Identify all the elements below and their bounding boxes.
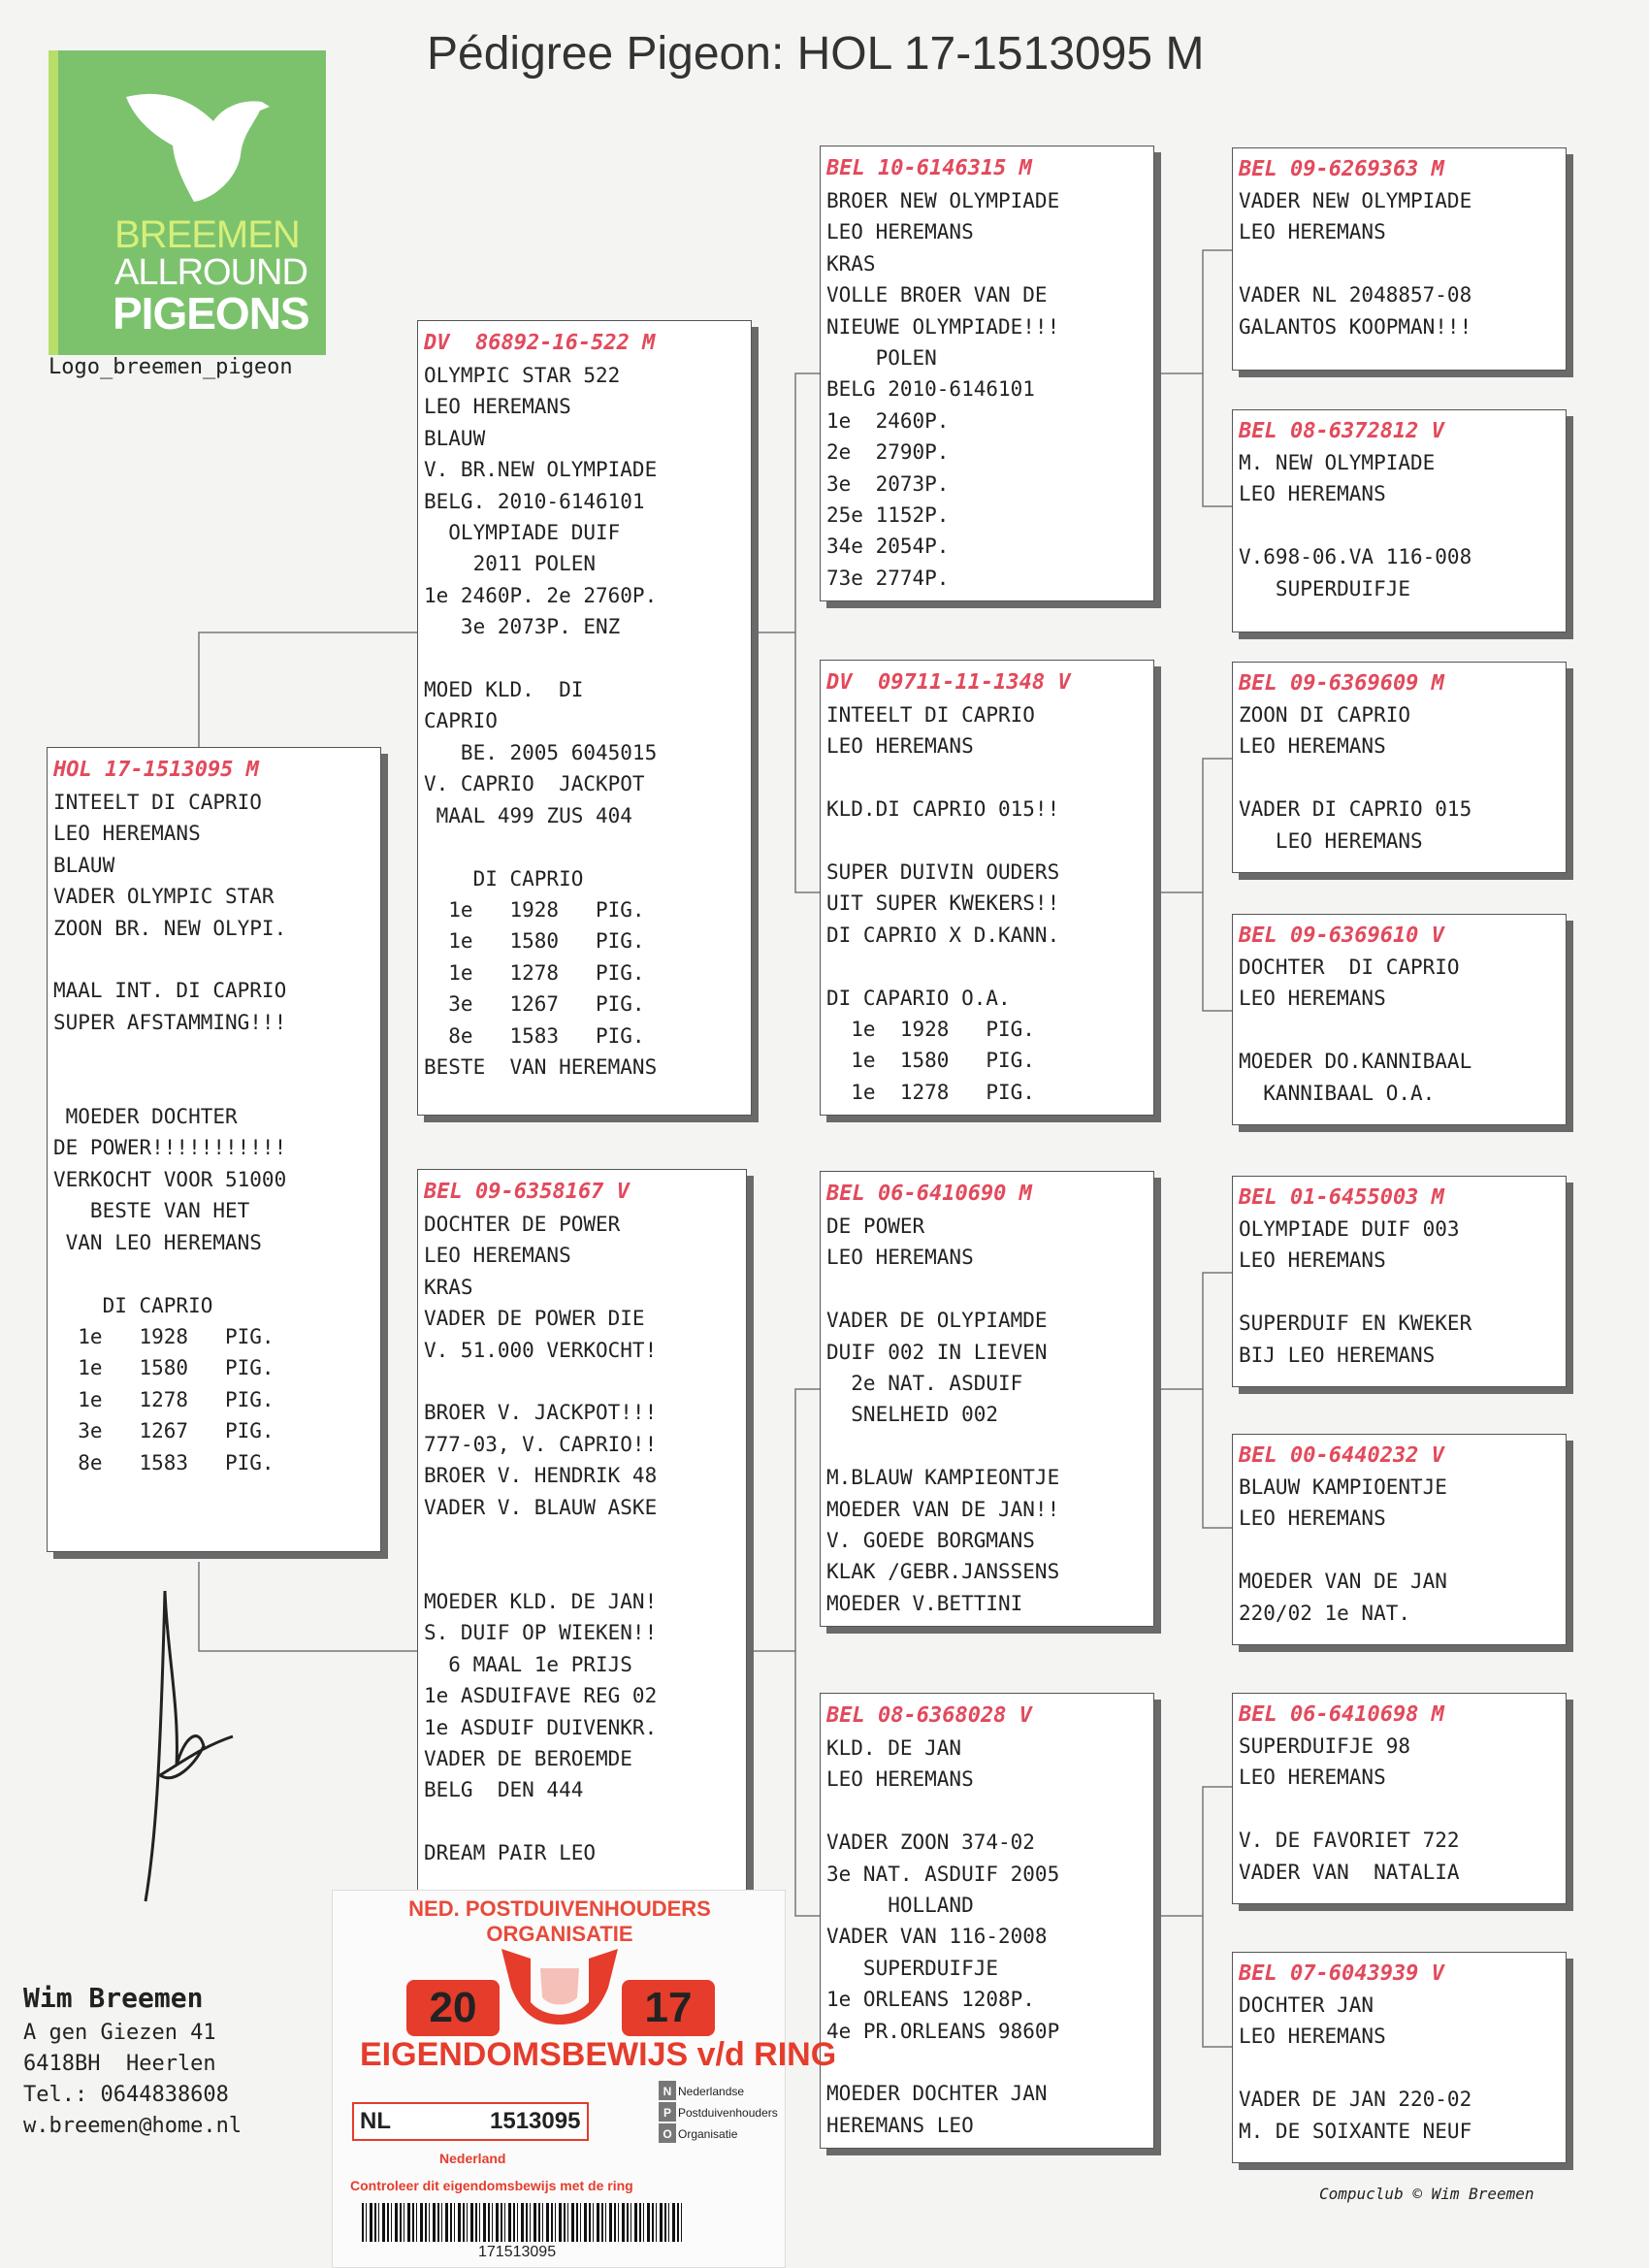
box-line: 1e 1928 PIG. (424, 897, 645, 922)
ownership-card (332, 1890, 837, 2268)
page-title: Pédigree Pigeon: HOL 17-1513095 M (427, 28, 1205, 80)
box-line: 25e 1152P. (826, 503, 950, 528)
box-line (424, 1366, 740, 1397)
box-text (424, 1209, 740, 1869)
box-line: KRAS (826, 251, 876, 275)
box-line: M. DE SOIXANTE NEUF (1239, 2119, 1472, 2143)
box-line: MOEDER DOCHTER (53, 1105, 238, 1129)
box-line: 2e 2790P. (826, 440, 950, 465)
box-line: MOEDER DOCHTER JAN (826, 2082, 1048, 2106)
box-line: BELG DEN 444 (424, 1778, 584, 1802)
box-line: V. GOEDE BORGMANS (826, 1529, 1035, 1553)
box-line: 8e 1583 PIG. (53, 1450, 275, 1474)
ring-number: BEL 06-6410698 M (1239, 1702, 1444, 1727)
owner-address-2: 6418BH Heerlen (23, 2052, 216, 2076)
box-text (1239, 447, 1560, 604)
ring-number: BEL 01-6455003 M (1239, 1185, 1444, 1210)
box-line (424, 1554, 740, 1585)
box-line: LEO HEREMANS (1239, 2025, 1386, 2049)
pedigree-box-ssd (1232, 409, 1567, 632)
box-line: 1e 1928 PIG. (826, 1018, 1035, 1042)
box-line: VADER V. BLAUW ASKE (424, 1495, 658, 1519)
box-text (53, 787, 374, 1478)
box-line: DI CAPARIO O.A. (826, 986, 1011, 1010)
box-line: HOLLAND (826, 1894, 974, 1918)
box-line: 3e 2073P. ENZ (424, 615, 621, 639)
pedigree-box-dds (1232, 1693, 1567, 1904)
pedigree-box-dam-dam (820, 1693, 1154, 2149)
box-line (826, 762, 1148, 794)
box-line: LEO HEREMANS (1239, 828, 1423, 853)
barcode-number: 171513095 (478, 2244, 557, 2260)
logo-caption: Logo_breemen_pigeon (48, 355, 293, 379)
box-line: LEO HEREMANS (53, 822, 201, 846)
box-line: DI CAPRIO X D.KANN. (826, 923, 1060, 947)
ring-number: BEL 10-6146315 M (826, 156, 1032, 180)
box-text (1239, 1472, 1560, 1629)
box-line: VADER NEW OLYMPIADE (1239, 189, 1472, 212)
box-line: GALANTOS KOOPMAN!!! (1239, 314, 1472, 339)
signature (146, 1591, 233, 1901)
box-line (1239, 248, 1560, 279)
box-line: 73e 2774P. (826, 566, 950, 590)
box-line (1239, 1015, 1560, 1046)
box-line: LEO HEREMANS (1239, 1507, 1386, 1531)
box-line (53, 1038, 374, 1069)
box-line: BELG. 2010-6146101 (424, 489, 645, 513)
box-line: 2e NAT. ASDUIF (826, 1372, 1023, 1396)
box-line: 3e 1267 PIG. (424, 992, 645, 1017)
box-line: VADER VAN 116-2008 (826, 1925, 1048, 1949)
box-line: LEO HEREMANS (1239, 482, 1386, 506)
card-org: NED. POSTDUIVENHOUDERS ORGANISATIE (408, 1896, 711, 1946)
ring-number: BEL 08-6372812 V (1239, 419, 1444, 443)
box-line: POLEN (826, 346, 937, 371)
owner-email: w.breemen@home.nl (23, 2114, 242, 2138)
box-line: CAPRIO (424, 709, 498, 733)
box-line: 1e 2460P. 2e 2760P. (424, 583, 658, 607)
logo-line-2: ALLROUND (114, 252, 307, 293)
box-line: SUPER AFSTAMMING!!! (53, 1010, 287, 1034)
box-line: INTEELT DI CAPRIO (53, 791, 262, 814)
box-line (826, 1431, 1148, 1462)
box-line: MOEDER DO.KANNIBAAL (1239, 1050, 1472, 1074)
box-line: 1e 2460P. (826, 408, 950, 433)
box-line: VADER ZOON 374-02 (826, 1831, 1035, 1855)
box-line: MOED KLD. DI (424, 678, 584, 702)
card-title: EIGENDOMSBEWIJS v/d RING (360, 2036, 837, 2073)
box-line: DREAM PAIR LEO (424, 1841, 597, 1865)
box-line: S. DUIF OP WIEKEN!! (424, 1621, 658, 1645)
box-text (1239, 952, 1560, 1109)
logo-line-3: PIGEONS (113, 288, 309, 339)
ring-number-value: 1513095 (490, 2108, 581, 2134)
box-line: MAAL INT. DI CAPRIO (53, 979, 287, 1003)
box-line: 8e 1583 PIG. (424, 1023, 645, 1048)
box-line: 220/02 1e NAT. (1239, 1601, 1411, 1625)
box-line: OLYMPIC STAR 522 (424, 364, 621, 387)
card-year-right: 17 (622, 1980, 715, 2036)
box-line: M. NEW OLYMPIADE (1239, 451, 1436, 474)
box-line: SUPERDUIFJE (1239, 576, 1411, 600)
box-line: M.BLAUW KAMPIEONTJE (826, 1466, 1060, 1490)
box-line (53, 944, 374, 975)
box-text (1239, 1990, 1560, 2147)
box-line: 1e 1278 PIG. (826, 1080, 1035, 1104)
pedigree-box-dsd (1232, 1434, 1567, 1645)
box-line: VADER DE JAN 220-02 (1239, 2088, 1472, 2112)
card-nederland: Nederland (439, 2151, 506, 2166)
ring-field (352, 2102, 589, 2141)
box-line: DE POWER (826, 1215, 925, 1238)
owner-address-1: A gen Giezen 41 (23, 2021, 216, 2045)
box-line: MOEDER V.BETTINI (826, 1591, 1023, 1615)
box-line: VADER DE POWER DIE (424, 1307, 645, 1331)
box-line: MOEDER VAN DE JAN!! (826, 1497, 1060, 1521)
pedigree-box-dam-sire (820, 1171, 1154, 1627)
box-line (1239, 1794, 1560, 1825)
box-line: DUIF 002 IN LIEVEN (826, 1340, 1048, 1364)
pedigree-box-sire-sire (820, 146, 1154, 601)
ring-number: BEL 09-6269363 M (1239, 157, 1444, 181)
ring-number: BEL 08-6368028 V (826, 1703, 1032, 1728)
box-line: SUPERDUIF EN KWEKER (1239, 1312, 1472, 1336)
box-line: BESTE VAN HET (53, 1199, 250, 1223)
ring-number: BEL 00-6440232 V (1239, 1443, 1444, 1468)
box-line: OLYMPIADE DUIF (424, 521, 621, 545)
owner-info (23, 1979, 242, 2142)
card-control-text: Controleer dit eigendomsbewijs met de ring (350, 2178, 633, 2193)
box-line: DI CAPRIO (53, 1293, 213, 1317)
pedigree-box-sdd (1232, 914, 1567, 1125)
box-line: 1e 1928 PIG. (53, 1324, 275, 1348)
box-line: BE. 2005 6045015 (424, 740, 658, 764)
box-line: LEO HEREMANS (1239, 1248, 1386, 1273)
box-line: LEO HEREMANS (826, 1246, 974, 1270)
box-text (826, 1211, 1148, 1619)
box-line: LEO HEREMANS (1239, 987, 1386, 1011)
barcode (362, 2203, 682, 2242)
box-line: NIEUWE OLYMPIADE!!! (826, 314, 1060, 339)
box-line (53, 1258, 374, 1289)
pedigree-box-dss (1232, 1176, 1567, 1387)
npo-line-3: Organisatie (678, 2127, 738, 2141)
box-line (424, 1806, 740, 1837)
pedigree-box-dam (417, 1169, 747, 1906)
box-text (1239, 1731, 1560, 1888)
box-line: BROER V. HENDRIK 48 (424, 1464, 658, 1488)
box-line: BROER NEW OLYMPIADE (826, 189, 1060, 212)
box-line: DI CAPRIO (424, 866, 584, 891)
box-line: LEO HEREMANS (826, 220, 974, 244)
box-line (826, 2047, 1148, 2078)
npo-line-1: Nederlandse (678, 2085, 745, 2098)
box-line: VADER DE BEROEMDE (424, 1746, 632, 1770)
box-line: BELG 2010-6146101 (826, 377, 1035, 402)
box-line: 1e 1278 PIG. (53, 1387, 275, 1411)
ring-number: BEL 09-6358167 V (424, 1180, 630, 1204)
box-line: VADER DE OLYPIAMDE (826, 1309, 1048, 1333)
box-line: DOCHTER JAN (1239, 1993, 1374, 2017)
card-year-left: 20 (406, 1980, 500, 2036)
box-line: 1e 1278 PIG. (424, 960, 645, 985)
box-line: 3e 2073P. (826, 471, 950, 496)
box-line: 1e ASDUIFAVE REG 02 (424, 1684, 658, 1708)
box-line: LEO HEREMANS (1239, 220, 1386, 244)
box-line: 1e ASDUIF DUIVENKR. (424, 1715, 658, 1739)
box-line (826, 1796, 1148, 1827)
box-line: ZOON DI CAPRIO (1239, 703, 1411, 727)
box-line: LEO HEREMANS (826, 734, 974, 759)
box-line: V. CAPRIO JACKPOT (424, 772, 645, 796)
box-line (1239, 2053, 1560, 2084)
box-line: VADER VAN NATALIA (1239, 1860, 1460, 1884)
pedigree-box-subject (47, 747, 381, 1552)
box-text (1239, 1214, 1560, 1371)
box-line: VADER NL 2048857-08 (1239, 283, 1472, 308)
box-line: KLAK /GEBR.JANSSENS (826, 1560, 1060, 1584)
box-line: 2011 POLEN (424, 552, 597, 576)
box-text (424, 360, 745, 1083)
pedigree-box-sire-dam (820, 660, 1154, 1116)
box-line: BESTE VAN HEREMANS (424, 1054, 658, 1079)
box-line: 777-03, V. CAPRIO!! (424, 1432, 658, 1456)
box-line: LEO HEREMANS (1239, 734, 1386, 759)
npo-mark: N Nederlandse P Postduivenhouders O Organisatie (659, 2081, 778, 2145)
box-line (826, 951, 1148, 982)
box-line: KANNIBAAL O.A. (1239, 1081, 1436, 1105)
box-line (53, 1070, 374, 1101)
box-line: 34e 2054P. (826, 535, 950, 559)
owner-phone: Tel.: 0644838608 (23, 2083, 229, 2107)
box-line: SNELHEID 002 (826, 1403, 999, 1427)
owner-name: Wim Breemen (23, 1982, 204, 2014)
box-line (1239, 762, 1560, 794)
box-line: LEO HEREMANS (826, 1767, 974, 1792)
lion-crest-icon (492, 1929, 628, 2026)
box-line: 4e PR.ORLEANS 9860P (826, 2019, 1060, 2043)
box-text (1239, 699, 1560, 857)
box-line: OLYMPIADE DUIF 003 (1239, 1217, 1460, 1241)
box-line: MOEDER KLD. DE JAN! (424, 1589, 658, 1613)
box-line: HEREMANS LEO (826, 2113, 974, 2137)
box-line: SUPERDUIFJE 98 (1239, 1734, 1411, 1758)
pedigree-box-sss (1232, 147, 1567, 371)
box-line: 1e 1580 PIG. (424, 929, 645, 954)
ring-number: BEL 06-6410690 M (826, 1182, 1032, 1206)
box-line: V.698-06.VA 116-008 (1239, 545, 1472, 569)
pedigree-box-sire (417, 320, 752, 1116)
box-line: VOLLE BROER VAN DE (826, 283, 1048, 308)
box-line: KLD. DE JAN (826, 1736, 962, 1760)
box-line: ZOON BR. NEW OLYPI. (53, 916, 287, 940)
box-line: 3e 1267 PIG. (53, 1419, 275, 1443)
box-line (1239, 1535, 1560, 1566)
box-line (424, 831, 745, 862)
box-line (826, 826, 1148, 857)
box-line: VAN LEO HEREMANS (53, 1230, 262, 1254)
footer-credit: Compuclub © Wim Breemen (1319, 2185, 1535, 2203)
box-text (826, 1733, 1148, 2141)
box-text (826, 185, 1148, 594)
box-line: MAAL 499 ZUS 404 (424, 803, 632, 827)
box-line: LEO HEREMANS (424, 1244, 571, 1268)
box-line: 1e 1580 PIG. (53, 1356, 275, 1380)
box-line: SUPERDUIFJE (826, 1956, 999, 1980)
box-line: DOCHTER DI CAPRIO (1239, 956, 1460, 979)
ring-number: BEL 09-6369610 V (1239, 923, 1444, 948)
box-line: 1e ORLEANS 1208P. (826, 1988, 1035, 2012)
pedigree-box-sds (1232, 662, 1567, 873)
box-line: SUPER DUIVIN OUDERS (826, 860, 1060, 885)
box-line: DOCHTER DE POWER (424, 1213, 621, 1236)
box-line: 1e 1580 PIG. (826, 1049, 1035, 1073)
box-line (424, 643, 745, 674)
box-text (826, 699, 1148, 1108)
box-line (424, 1523, 740, 1554)
box-line: DE POWER!!!!!!!!!!! (53, 1136, 287, 1160)
box-line: UIT SUPER KWEKERS!! (826, 891, 1060, 916)
ring-country: NL (360, 2108, 391, 2134)
box-line: KRAS (424, 1275, 473, 1299)
ring-number: HOL 17-1513095 M (53, 758, 259, 782)
box-line (1239, 510, 1560, 541)
pedigree-box-ddd (1232, 1952, 1567, 2163)
box-line: BROER V. JACKPOT!!! (424, 1401, 658, 1425)
ring-number: BEL 09-6369609 M (1239, 671, 1444, 696)
logo-line-1: BREEMEN (114, 213, 300, 256)
ring-number: DV 86892-16-522 M (424, 331, 656, 355)
box-line: BLAUW KAMPIOENTJE (1239, 1475, 1447, 1499)
box-text (1239, 185, 1560, 342)
box-line: VADER OLYMPIC STAR (53, 885, 275, 909)
box-line: BIJ LEO HEREMANS (1239, 1343, 1436, 1367)
box-line: BLAUW (53, 853, 115, 877)
ring-number: BEL 07-6043939 V (1239, 1961, 1444, 1986)
box-line: LEO HEREMANS (424, 395, 571, 419)
box-line: INTEELT DI CAPRIO (826, 703, 1035, 727)
box-line (826, 1274, 1148, 1305)
box-line: V. DE FAVORIET 722 (1239, 1829, 1460, 1853)
box-line: V. BR.NEW OLYMPIADE (424, 458, 658, 482)
box-line: V. 51.000 VERKOCHT! (424, 1338, 658, 1362)
box-line: BLAUW (424, 426, 486, 450)
box-line: KLD.DI CAPRIO 015!! (826, 797, 1060, 822)
box-line: LEO HEREMANS (1239, 1766, 1386, 1790)
box-line: MOEDER VAN DE JAN (1239, 1570, 1447, 1594)
box-line: 6 MAAL 1e PRIJS (424, 1652, 632, 1676)
box-line: 3e NAT. ASDUIF 2005 (826, 1862, 1060, 1886)
ring-number: DV 09711-11-1348 V (826, 670, 1071, 695)
box-line: VADER DI CAPRIO 015 (1239, 797, 1472, 822)
npo-line-2: Postduivenhouders (678, 2106, 778, 2120)
box-line (1239, 1277, 1560, 1308)
box-line: VERKOCHT VOOR 51000 (53, 1167, 287, 1191)
